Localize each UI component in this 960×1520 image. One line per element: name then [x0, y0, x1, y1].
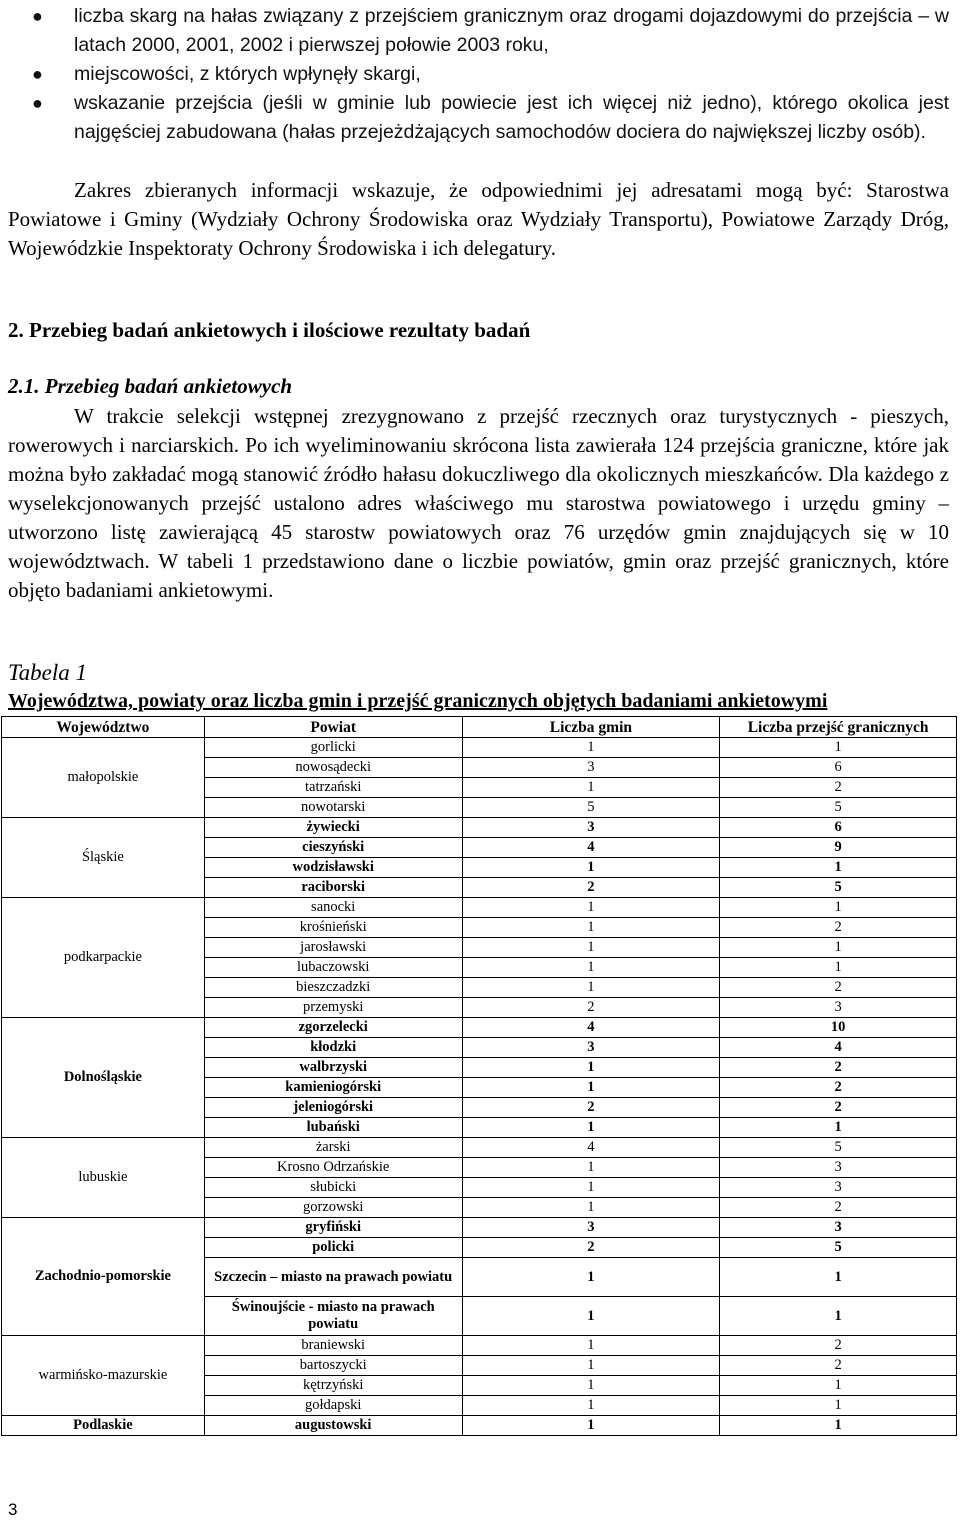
table-row: [2, 738, 957, 758]
crossing-count-cell: 2: [720, 918, 957, 938]
page-number: 3: [8, 1500, 18, 1519]
gmin-count-cell: 4: [462, 1138, 720, 1158]
gmin-count-cell: 1: [462, 1258, 720, 1297]
gmin-count-cell: 1: [462, 898, 720, 918]
column-header: Liczba przejść granicznych: [720, 717, 957, 738]
gmin-count-cell: 2: [462, 878, 720, 898]
gmin-count-cell: 5: [462, 798, 720, 818]
powiat-cell: gorzowski: [204, 1198, 462, 1218]
gmin-count-cell: 3: [462, 1038, 720, 1058]
gmin-count-cell: 2: [462, 998, 720, 1018]
crossing-count-cell: 2: [720, 1336, 957, 1356]
table-header-row: [2, 717, 957, 738]
subsection-heading: 2.1. Przebieg badań ankietowych: [8, 374, 293, 398]
crossing-count-cell: 3: [720, 1218, 957, 1238]
crossing-count-cell: 6: [720, 758, 957, 778]
table-label: Tabela 1: [8, 660, 88, 685]
crossing-count-cell: 10: [720, 1018, 957, 1038]
table-row: [2, 898, 957, 918]
gmin-count-cell: 1: [462, 1297, 720, 1336]
powiat-cell: Świnoujście - miasto na prawach powiatu: [204, 1297, 462, 1336]
powiat-cell: bieszczadzki: [204, 978, 462, 998]
bullet-text: miejscowości, z których wpłynęły skargi,: [74, 63, 421, 85]
crossing-count-cell: 9: [720, 838, 957, 858]
gmin-count-cell: 1: [462, 738, 720, 758]
gmin-count-cell: 1: [462, 1396, 720, 1416]
powiat-cell: zgorzelecki: [204, 1018, 462, 1038]
powiat-cell: gorlicki: [204, 738, 462, 758]
crossing-count-cell: 2: [720, 1058, 957, 1078]
crossing-count-cell: 1: [720, 858, 957, 878]
gmin-count-cell: 1: [462, 1416, 720, 1436]
powiat-cell: raciborski: [204, 878, 462, 898]
powiat-cell: bartoszycki: [204, 1356, 462, 1376]
region-cell: lubuskie: [2, 1138, 205, 1218]
powiat-cell: krośnieński: [204, 918, 462, 938]
region-cell: Dolnośląskie: [2, 1018, 205, 1138]
powiat-cell: gryfiński: [204, 1218, 462, 1238]
crossing-count-cell: 1: [720, 738, 957, 758]
gmin-count-cell: 1: [462, 1376, 720, 1396]
gmin-count-cell: 2: [462, 1098, 720, 1118]
powiat-cell: Szczecin – miasto na prawach powiatu: [204, 1258, 462, 1297]
powiat-cell: lubański: [204, 1118, 462, 1138]
powiat-cell: tatrzański: [204, 778, 462, 798]
table-row: [2, 1218, 957, 1238]
bullet-text: wskazanie przejścia (jeśli w gminie lub powiecie jest ich więcej niż jedno), którego okolica jest najgęściej zabudowana (hałas przejeżdżających samochodów dociera do największej liczby osób).: [74, 92, 949, 143]
powiat-cell: wodzisławski: [204, 858, 462, 878]
gmin-count-cell: 1: [462, 1158, 720, 1178]
table-row: [2, 1138, 957, 1158]
powiat-cell: żywiecki: [204, 818, 462, 838]
crossing-count-cell: 3: [720, 998, 957, 1018]
bullet-text: liczba skarg na hałas związany z przejściem granicznym oraz drogami dojazdowymi do przejścia – w latach 2000, 2001, 2002 i pierwszej połowie 2003 roku,: [74, 5, 949, 56]
powiat-cell: nowotarski: [204, 798, 462, 818]
data-table: [1, 716, 957, 1436]
region-cell: warmińsko-mazurskie: [2, 1336, 205, 1416]
gmin-count-cell: 1: [462, 1058, 720, 1078]
powiat-cell: gołdapski: [204, 1396, 462, 1416]
column-header: Liczba gmin: [462, 717, 720, 738]
crossing-count-cell: 2: [720, 1356, 957, 1376]
bullet-list: [0, 2, 960, 147]
gmin-count-cell: 1: [462, 1178, 720, 1198]
paragraph-survey: W trakcie selekcji wstępnej zrezygnowano z przejść rzecznych oraz turystycznych - pieszych, rowerowych i narciarskich. Po ich wyeliminowaniu skrócona lista zawierała 124 przejścia graniczne, które jak można było zakładać mogą stanowić źródło hałasu dokuczliwego dla okolicznych mieszkańców. Dla każdego z wyselekcjonowanych przejść ustalono adres właściwego mu starostwa powiatowego i urzędu gminy – utworzono listę zawierającą 45 starostw powiatowych oraz 76 urzędów gmin znajdujących się w 10 województwach. W tabeli 1 przedstawiono dane o liczbie powiatów, gmin oraz przejść granicznych, które objęto badaniami ankietowymi.: [8, 404, 949, 602]
bullet-item: [0, 2, 960, 60]
crossing-count-cell: 2: [720, 1198, 957, 1218]
crossing-count-cell: 6: [720, 818, 957, 838]
column-header: Województwo: [2, 717, 205, 738]
gmin-count-cell: 1: [462, 938, 720, 958]
powiat-cell: nowosądecki: [204, 758, 462, 778]
region-cell: małopolskie: [2, 738, 205, 818]
bullet-icon: ●: [32, 93, 43, 113]
powiat-cell: kętrzyński: [204, 1376, 462, 1396]
region-cell: Podlaskie: [2, 1416, 205, 1436]
powiat-cell: braniewski: [204, 1336, 462, 1356]
powiat-cell: przemyski: [204, 998, 462, 1018]
gmin-count-cell: 1: [462, 918, 720, 938]
gmin-count-cell: 1: [462, 1118, 720, 1138]
powiat-cell: słubicki: [204, 1178, 462, 1198]
crossing-count-cell: 5: [720, 798, 957, 818]
region-cell: podkarpackie: [2, 898, 205, 1018]
table-row: [2, 1416, 957, 1436]
table-body: [2, 738, 957, 1436]
crossing-count-cell: 5: [720, 878, 957, 898]
bullet-icon: ●: [32, 6, 43, 26]
crossing-count-cell: 2: [720, 978, 957, 998]
gmin-count-cell: 2: [462, 1238, 720, 1258]
table-row: [2, 1336, 957, 1356]
gmin-count-cell: 1: [462, 778, 720, 798]
crossing-count-cell: 1: [720, 1297, 957, 1336]
powiat-cell: jeleniogórski: [204, 1098, 462, 1118]
crossing-count-cell: 1: [720, 958, 957, 978]
crossing-count-cell: 1: [720, 1118, 957, 1138]
crossing-count-cell: 3: [720, 1158, 957, 1178]
gmin-count-cell: 1: [462, 978, 720, 998]
bullet-item: [0, 60, 960, 89]
powiat-cell: kłodzki: [204, 1038, 462, 1058]
powiat-cell: policki: [204, 1238, 462, 1258]
crossing-count-cell: 2: [720, 1098, 957, 1118]
bullet-icon: ●: [32, 64, 43, 84]
crossing-count-cell: 1: [720, 1396, 957, 1416]
crossing-count-cell: 4: [720, 1038, 957, 1058]
crossing-count-cell: 2: [720, 1078, 957, 1098]
crossing-count-cell: 5: [720, 1138, 957, 1158]
powiat-cell: Krosno Odrzańskie: [204, 1158, 462, 1178]
crossing-count-cell: 1: [720, 938, 957, 958]
powiat-cell: cieszyński: [204, 838, 462, 858]
crossing-count-cell: 3: [720, 1178, 957, 1198]
gmin-count-cell: 1: [462, 1078, 720, 1098]
table-row: [2, 1018, 957, 1038]
gmin-count-cell: 3: [462, 818, 720, 838]
powiat-cell: jarosławski: [204, 938, 462, 958]
gmin-count-cell: 4: [462, 838, 720, 858]
column-header: Powiat: [204, 717, 462, 738]
powiat-cell: sanocki: [204, 898, 462, 918]
gmin-count-cell: 1: [462, 1356, 720, 1376]
powiat-cell: kamieniogórski: [204, 1078, 462, 1098]
paragraph-recipients: Zakres zbieranych informacji wskazuje, że odpowiednimi jej adresatami mogą być: Starostwa Powiatowe i Gminy (Wydziały Ochrony Środowiska oraz Wydziały Transportu), Powiatowe Zarządy Dróg, Wojewódzkie Inspektoraty Ochrony Środowiska i ich delegatury.: [8, 178, 949, 260]
crossing-count-cell: 1: [720, 1258, 957, 1297]
crossing-count-cell: 1: [720, 1376, 957, 1396]
powiat-cell: lubaczowski: [204, 958, 462, 978]
powiat-cell: żarski: [204, 1138, 462, 1158]
gmin-count-cell: 3: [462, 1218, 720, 1238]
gmin-count-cell: 3: [462, 758, 720, 778]
powiat-cell: walbrzyski: [204, 1058, 462, 1078]
region-cell: Zachodnio-pomorskie: [2, 1218, 205, 1336]
crossing-count-cell: 5: [720, 1238, 957, 1258]
region-cell: Śląskie: [2, 818, 205, 898]
gmin-count-cell: 1: [462, 1198, 720, 1218]
crossing-count-cell: 1: [720, 898, 957, 918]
gmin-count-cell: 1: [462, 958, 720, 978]
gmin-count-cell: 1: [462, 858, 720, 878]
bullet-item: [0, 89, 960, 147]
table-caption: Województwa, powiaty oraz liczba gmin i przejść granicznych objętych badaniami ankietowymi: [8, 690, 828, 712]
section-heading: 2. Przebieg badań ankietowych i ilościowe rezultaty badań: [8, 318, 531, 342]
crossing-count-cell: 1: [720, 1416, 957, 1436]
powiat-cell: augustowski: [204, 1416, 462, 1436]
gmin-count-cell: 4: [462, 1018, 720, 1038]
table-row: [2, 818, 957, 838]
gmin-count-cell: 1: [462, 1336, 720, 1356]
crossing-count-cell: 2: [720, 778, 957, 798]
